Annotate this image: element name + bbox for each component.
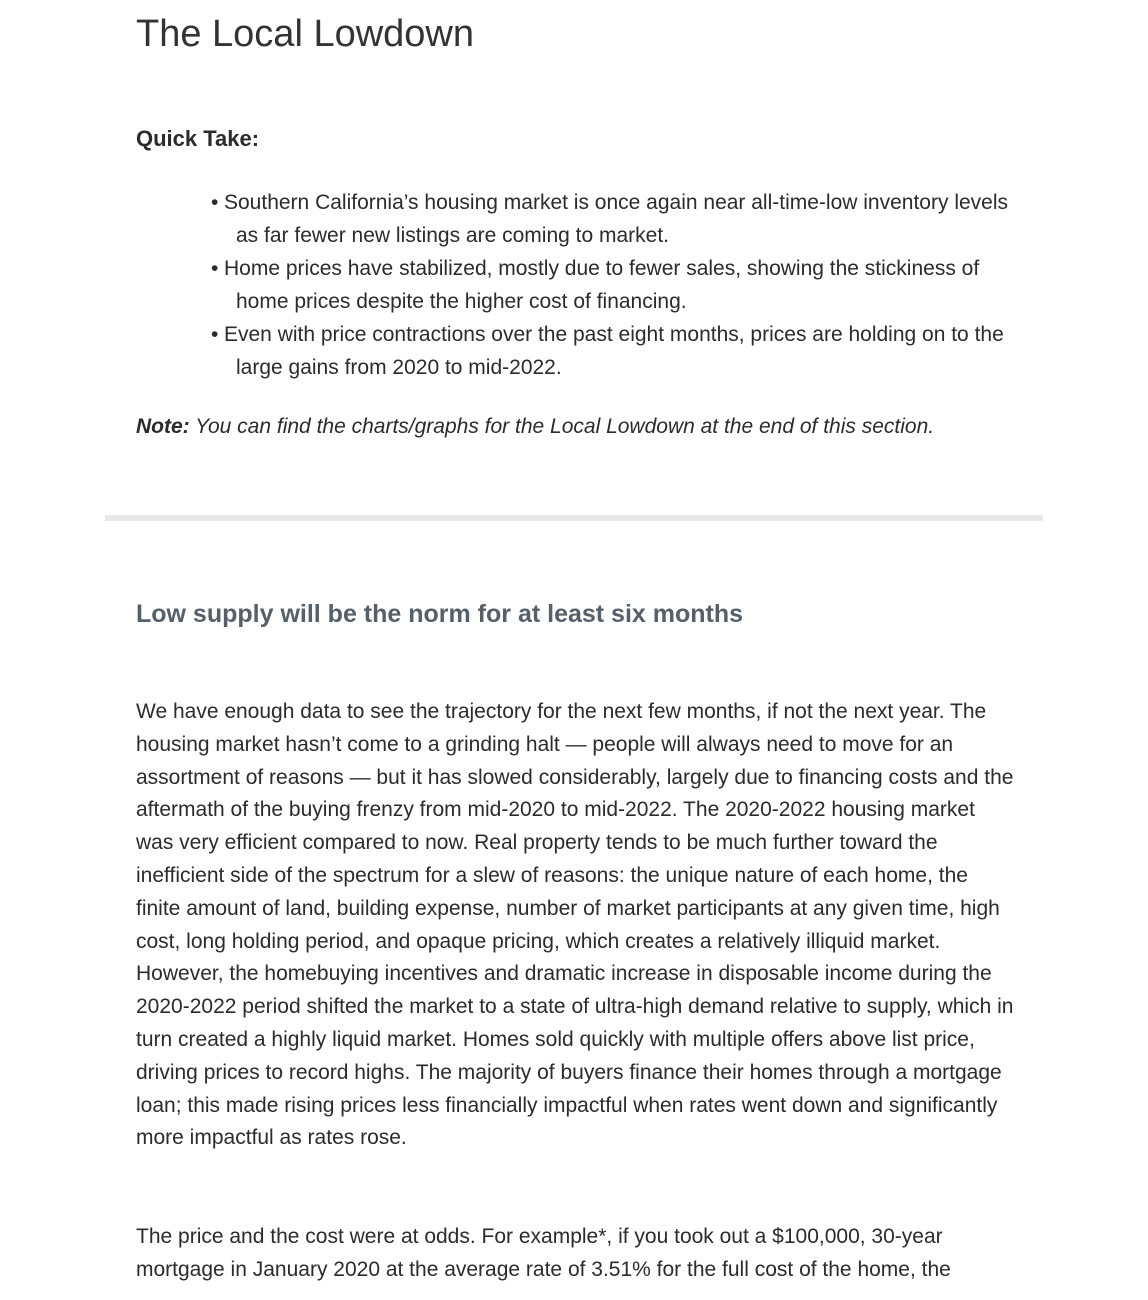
list-item — [198, 318, 1008, 384]
note — [136, 412, 934, 442]
note-label: Note: — [136, 415, 190, 438]
bullet-icon: • — [211, 191, 219, 214]
note-text: You can find the charts/graphs for the Local Lowdown at the end of this section. — [195, 415, 935, 438]
body-paragraph: The price and the cost were at odds. For example*, if you took out a $100,000, 30-year mortgage in January 2020 at the average rate of 3.51% for the full cost of the home, the — [136, 1225, 951, 1281]
page-title: The Local Lowdown — [136, 13, 474, 55]
list-item — [198, 252, 1008, 318]
bullet-text: Southern California’s housing market is once again near all-time-low inventory levels as far fewer new listings are coming to market. — [224, 191, 1009, 247]
bullet-icon: • — [211, 257, 219, 280]
bullet-icon: • — [211, 323, 219, 346]
quick-take-label: Quick Take: — [136, 126, 260, 151]
quick-take-list — [198, 186, 1008, 384]
section-heading: Low supply will be the norm for at least six months — [136, 600, 744, 628]
body-paragraph: We have enough data to see the trajectory for the next few months, if not the next year. The housing market hasn’t come to a grinding halt — people will always need to move for an assortment of reasons — but it has slowed considerably, largely due to financing costs and the aftermath of the buying frenzy from mid-2020 to mid-2022. The 2020-2022 housing market was very efficient compared to now. Real property tends to be much further toward the inefficient side of the spectrum for a slew of reasons: the unique nature of each home, the finite amount of land, building expense, number of market participants at any given time, high cost, long holding period, and opaque pricing, which creates a relatively illiquid market. However, the homebuying incentives and dramatic increase in disposable income during the 2020-2022 period shifted the market to a state of ultra-high demand relative to supply, which in turn created a highly liquid market. Homes sold quickly with multiple offers above list price, driving prices to record highs. The majority of buyers finance their homes through a mortgage loan; this made rising prices less financially impactful when rates went down and significantly more impactful as rates rose. — [136, 700, 1014, 1150]
list-item — [198, 186, 1008, 252]
section-divider — [105, 515, 1043, 521]
bullet-text: Even with price contractions over the past eight months, prices are holding on to the large gains from 2020 to mid-2022. — [224, 323, 1004, 379]
bullet-text: Home prices have stabilized, mostly due to fewer sales, showing the stickiness of home prices despite the higher cost of financing. — [224, 257, 980, 313]
